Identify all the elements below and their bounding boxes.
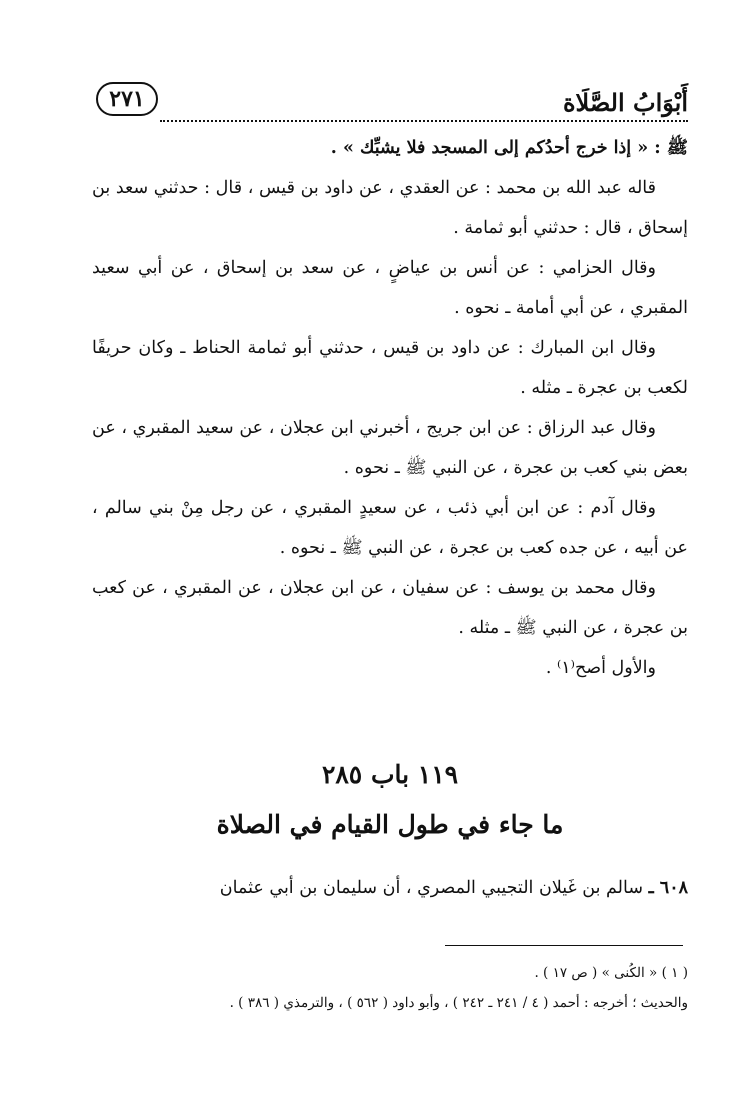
paragraph-2: وقال الحزامي : عن أنس بن عياضٍ ، عن سعد بن إسحاق ، عن أبي سعيد المقبري ، عن أبي أمامة ـ نحوه . bbox=[92, 258, 688, 318]
paragraph-6: وقال محمد بن يوسف : عن سفيان ، عن ابن عجلان ، عن المقبري ، عن كعب بن عجرة ، عن النبي ﷺ ـ مثله . bbox=[92, 578, 688, 638]
paragraph-1: قاله عبد الله بن محمد : عن العقدي ، عن داود بن قيس ، قال : حدثني سعد بن إسحاق ، قال : حدثني أبو ثمامة . bbox=[92, 178, 688, 238]
paragraph-7: والأول أصح⁽١⁾ . bbox=[545, 658, 656, 678]
hadith-text: سالم بن غَيلان التجيبي المصري ، أن سليمان بن أبي عثمان bbox=[219, 878, 643, 898]
page-header bbox=[96, 82, 688, 122]
paragraph-5: وقال آدم : عن ابن أبي ذئب ، عن سعيدٍ المقبري ، عن رجل مِنْ بني سالم ، عن أبيه ، عن جده كعب بن عجرة ، عن النبي ﷺ ـ نحوه . bbox=[92, 498, 688, 558]
running-title: أَبْوَابُ الصَّلَاة bbox=[562, 88, 688, 117]
footnote-1: ( ١ ) « الكُنى » ( ص ١٧ ) . bbox=[534, 965, 688, 981]
footnote-2: والحديث ؛ أخرجه : أحمد ( ٤ / ٢٤١ ـ ٢٤٢ ) ، وأبو داود ( ٥٦٢ ) ، والترمذي ( ٣٨٦ ) . bbox=[229, 995, 688, 1011]
hadith-number: ٦٠٨ ـ bbox=[648, 878, 688, 898]
chapter-number: ١١٩ باب ٢٨٥ bbox=[321, 760, 459, 789]
hadith-entry bbox=[92, 868, 688, 908]
hadith-quote-line: ﷺ : « إذا خرج أحدُكم إلى المسجد فلا يشبِّك » . bbox=[330, 138, 688, 158]
chapter-heading bbox=[92, 750, 688, 850]
footnotes bbox=[92, 958, 688, 1018]
paragraph-3: وقال ابن المبارك : عن داود بن قيس ، حدثني أبو ثمامة الحناط ـ وكان حريفًا لكعب بن عجرة ـ مثله . bbox=[92, 338, 688, 398]
main-text bbox=[92, 128, 688, 688]
page-number-badge: ٢٧١ bbox=[96, 82, 158, 116]
paragraph-4: وقال عبد الرزاق : عن ابن جريج ، أخبرني ابن عجلان ، عن سعيد المقبري ، عن بعض بني كعب بن عجرة ، عن النبي ﷺ ـ نحوه . bbox=[92, 418, 688, 478]
chapter-title: ما جاء في طول القيام في الصلاة bbox=[216, 810, 564, 839]
header-divider bbox=[160, 120, 688, 122]
footnote-divider bbox=[445, 945, 683, 946]
